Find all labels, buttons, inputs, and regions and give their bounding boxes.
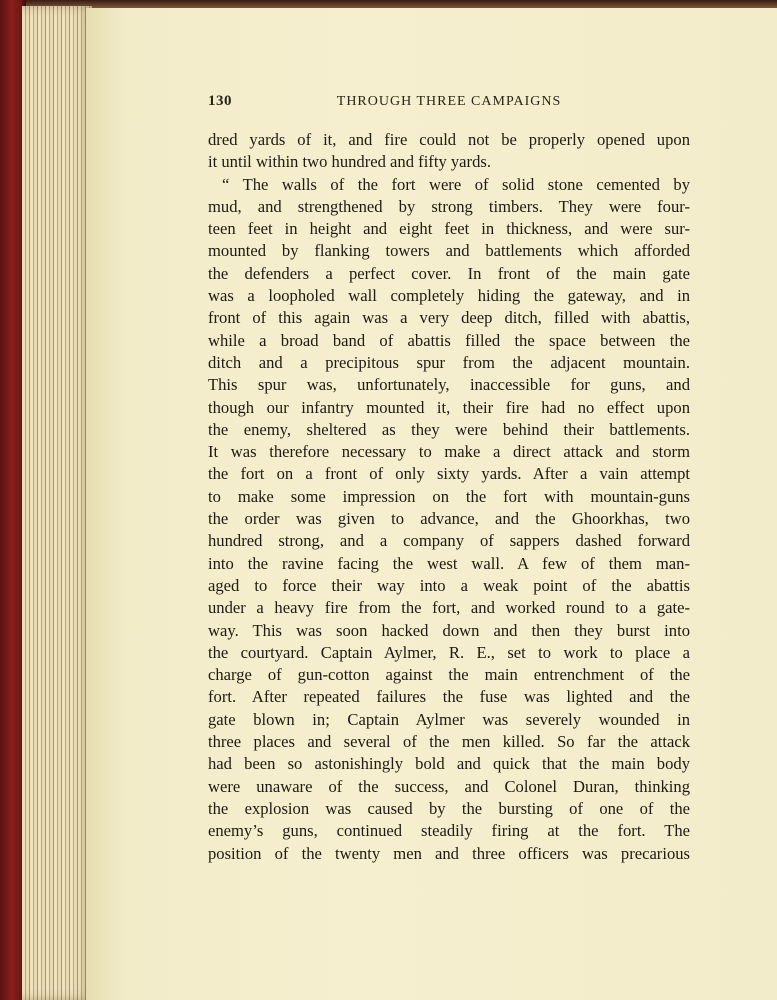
text-line: the explosion was caused by the bursting of one of the xyxy=(208,798,690,818)
text-line: had been so astonishingly bold and quick that the main body xyxy=(208,754,690,774)
text-line: three places and several of the men killed. So far the attack xyxy=(208,732,690,752)
text-line: were unaware of the success, and Colonel Duran, thinking xyxy=(208,776,690,796)
top-shadow xyxy=(26,0,777,8)
text-line: was a loopholed wall completely hiding the gateway, and in xyxy=(208,286,690,306)
page-edges xyxy=(22,6,92,1000)
text-line: under a heavy fire from the fort, and worked round to a gate- xyxy=(208,598,690,618)
page-number: 130 xyxy=(208,93,232,109)
text-line: It was therefore necessary to make a direct attack and storm xyxy=(208,442,690,462)
text-line: the courtyard. Captain Aylmer, R. E., set to work to place a xyxy=(208,642,690,662)
text-line: fort. After repeated failures the fuse was lighted and the xyxy=(208,687,690,707)
text-line: position of the twenty men and three officers was precarious xyxy=(208,843,690,863)
text-line: charge of gun-cotton against the main entrenchment of the xyxy=(208,665,690,685)
text-line: to make some impression on the fort with mountain-guns xyxy=(208,486,690,506)
text-line: it until within two hundred and fifty yards. xyxy=(208,152,491,172)
text-line: mounted by flanking towers and battlements which afforded xyxy=(208,241,690,261)
text-line: enemy’s guns, continued steadily firing at the fort. The xyxy=(208,821,690,841)
text-line: the defenders a perfect cover. In front of the main gate xyxy=(208,263,690,283)
text-line: gate blown in; Captain Aylmer was severely wounded in xyxy=(208,709,690,729)
body-text xyxy=(208,129,690,865)
text-line: This spur was, unfortunately, inaccessible for guns, and xyxy=(208,375,690,395)
text-line: while a broad band of abattis filled the space between the xyxy=(208,330,690,350)
text-line: ditch and a precipitous spur from the adjacent mountain. xyxy=(208,352,690,372)
text-line: way. This was soon hacked down and then they burst into xyxy=(208,620,690,640)
running-head: THROUGH THREE CAMPAIGNS xyxy=(336,94,562,109)
text-line: mud, and strengthened by strong timbers. They were four- xyxy=(208,196,690,216)
text-line: though our infantry mounted it, their fire had no effect upon xyxy=(208,397,690,417)
text-line: front of this again was a very deep ditch, filled with abattis, xyxy=(208,308,690,328)
text-line: the order was given to advance, and the Ghoorkhas, two xyxy=(208,509,690,529)
text-line: into the ravine facing the west wall. A few of them man- xyxy=(208,553,690,573)
text-line: the fort on a front of only sixty yards. After a vain attempt xyxy=(208,464,690,484)
text-line: teen feet in height and eight feet in thickness, and were sur- xyxy=(208,219,690,239)
text-line: aged to force their way into a weak point of the abattis xyxy=(208,575,690,595)
text-line: the enemy, sheltered as they were behind their battlements. xyxy=(208,419,690,439)
text-line: “ The walls of the fort were of solid stone cemented by xyxy=(222,174,690,194)
page-header xyxy=(208,93,690,113)
text-line: hundred strong, and a company of sappers dashed forward xyxy=(208,531,690,551)
text-line: dred yards of it, and fire could not be properly opened upon xyxy=(208,130,690,149)
